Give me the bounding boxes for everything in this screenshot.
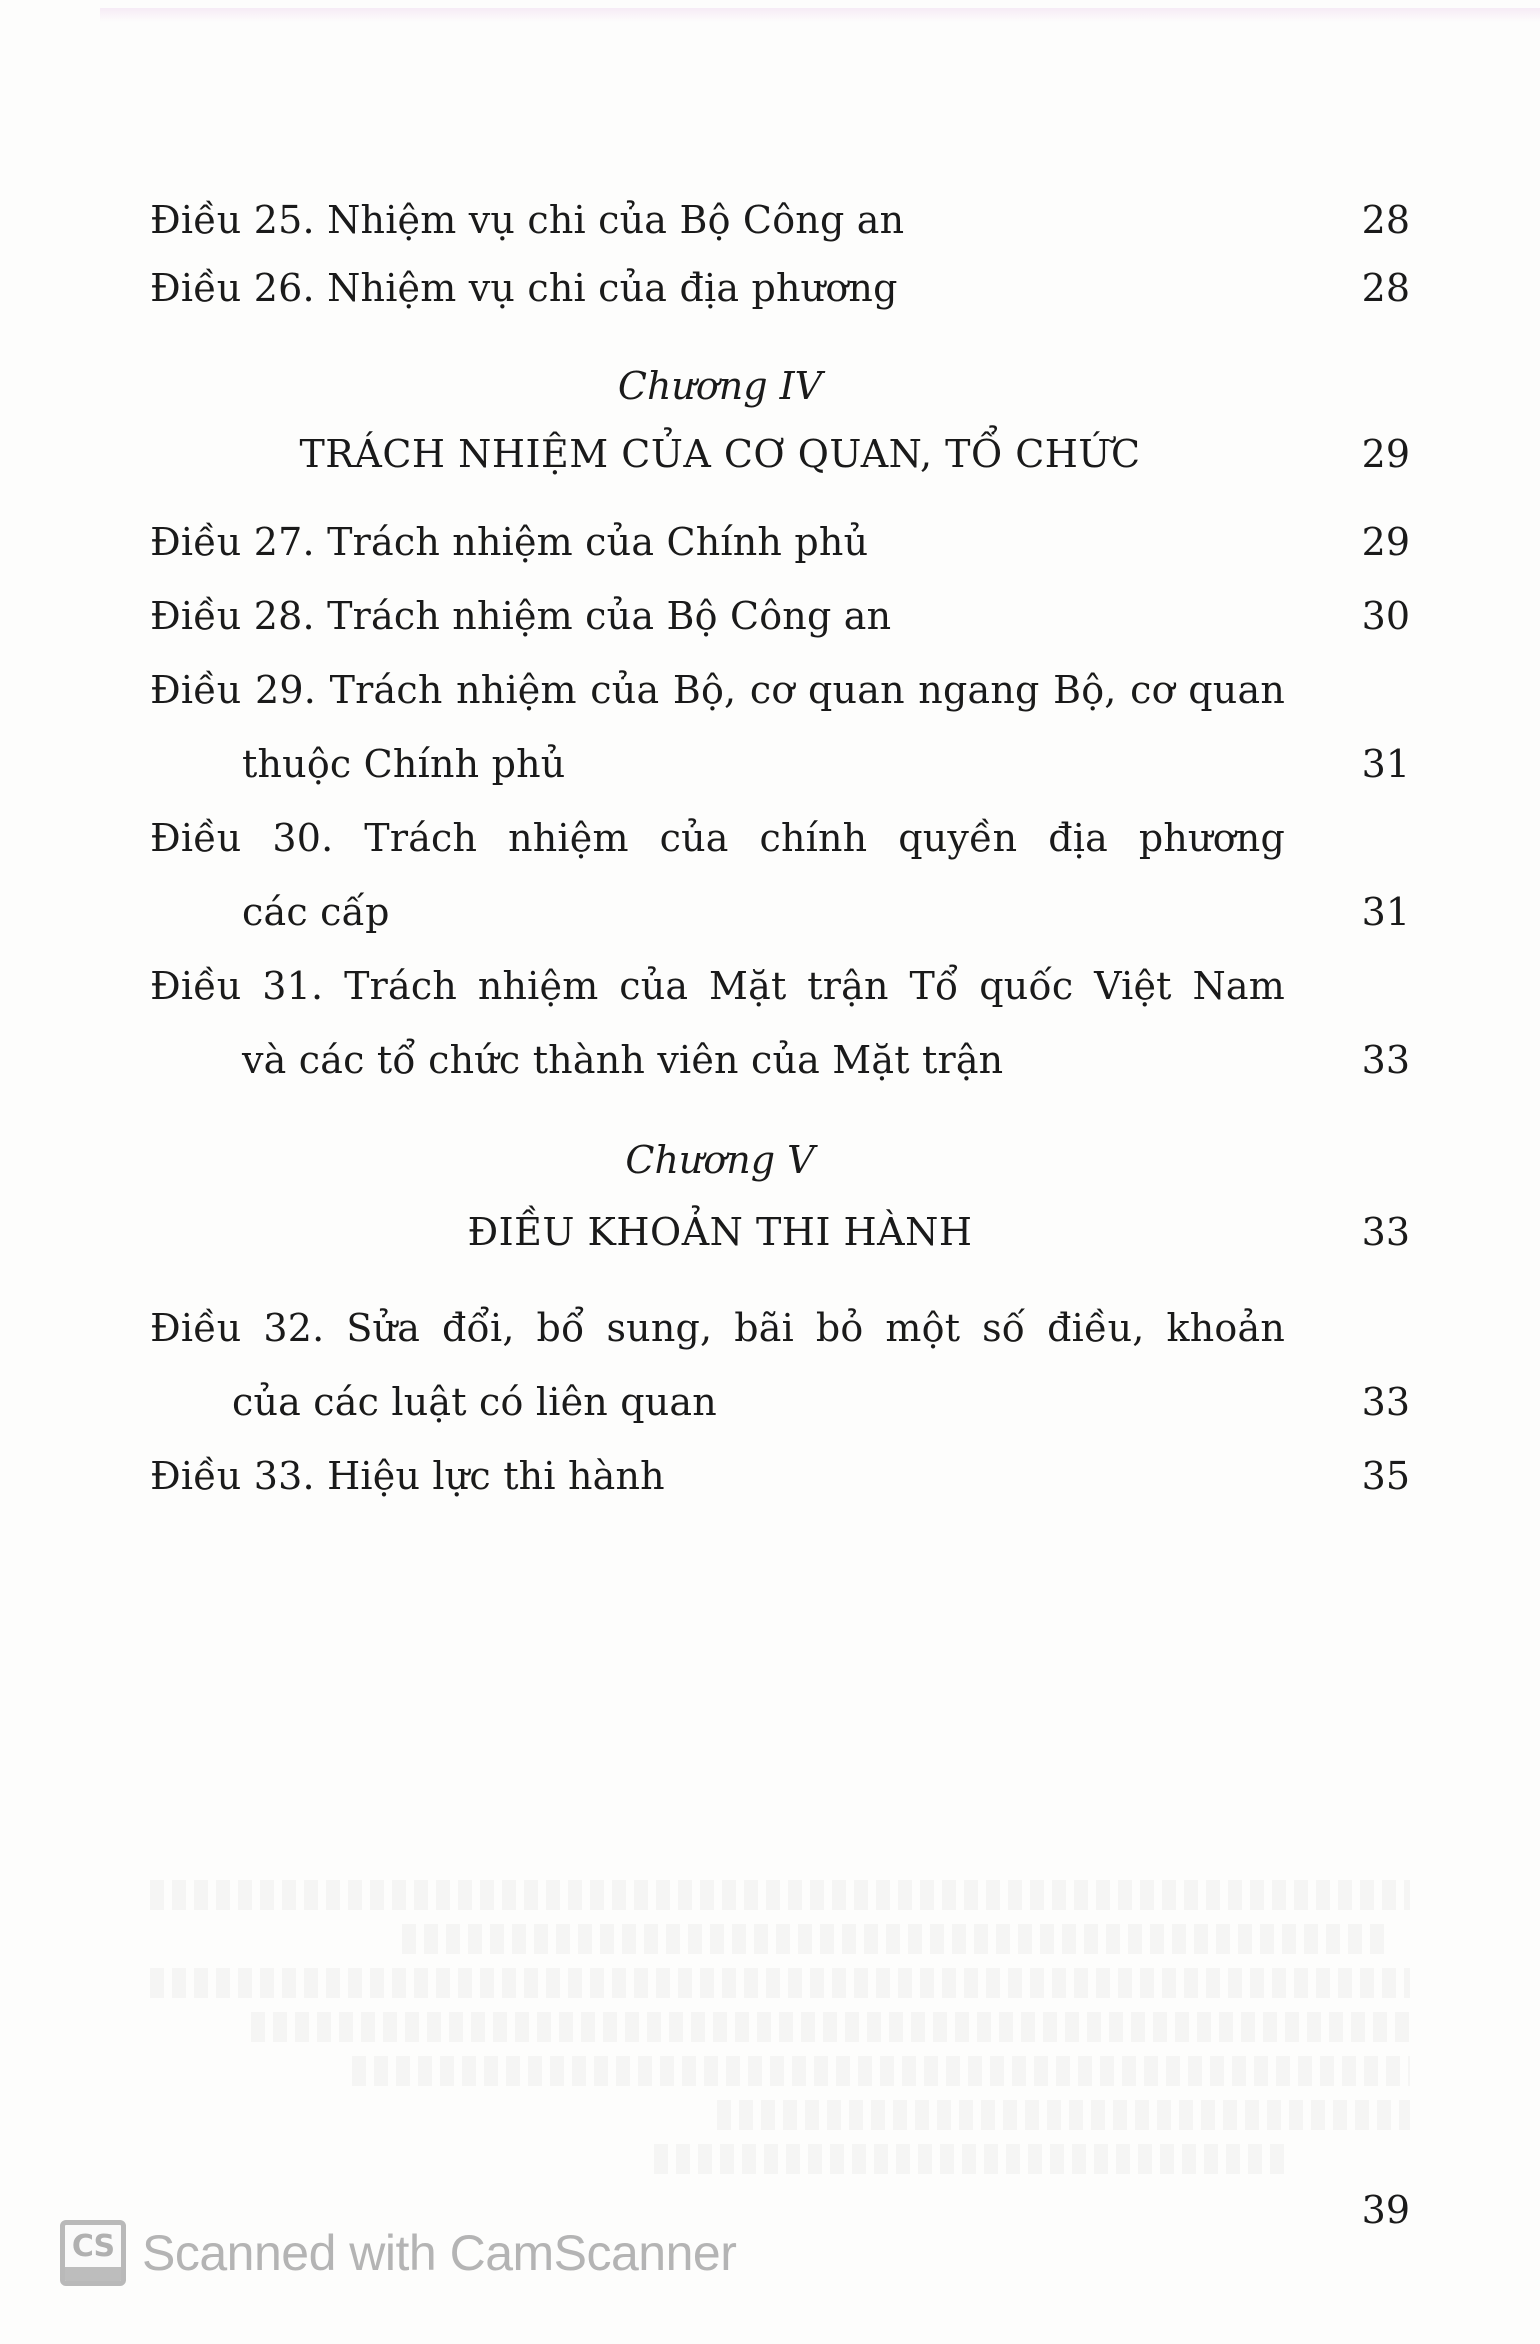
toc-entry-title: Điều 31. Trách nhiệm của Mặt trận Tổ quốc Việt Nam: [150, 964, 1285, 1008]
camscanner-watermark: [60, 2218, 736, 2288]
chapter-4-label: Chương IV: [617, 364, 823, 408]
camscanner-logo-text: CS: [71, 2229, 115, 2264]
toc-entry-title: Điều 25. Nhiệm vụ chi của Bộ Công an: [150, 198, 905, 242]
camscanner-watermark-text: Scanned with CamScanner: [142, 2225, 737, 2281]
toc-entry-title-continued: và các tổ chức thành viên của Mặt trận: [242, 1038, 1004, 1082]
toc-entry-page: 28: [1361, 198, 1410, 242]
toc-entry-title: Điều 28. Trách nhiệm của Bộ Công an: [150, 594, 892, 638]
toc-entry-dieu-29-line1: [150, 660, 1410, 720]
scan-edge-tint: [100, 8, 1540, 22]
toc-entry-page: 31: [1361, 890, 1410, 934]
toc-entry-page: 33: [1361, 1038, 1410, 1082]
chapter-5-title: ĐIỀU KHOẢN THI HÀNH: [467, 1210, 973, 1254]
toc-entry-title-continued: thuộc Chính phủ: [242, 742, 566, 786]
toc-entry-title: Điều 27. Trách nhiệm của Chính phủ: [150, 520, 869, 564]
toc-entry-title: Điều 26. Nhiệm vụ chi của địa phương: [150, 266, 898, 310]
toc-entry-page: 35: [1361, 1454, 1410, 1498]
chapter-5-page: 33: [1361, 1210, 1410, 1254]
reverse-side-bleed-through: [150, 1880, 1410, 2188]
camscanner-logo-bar: [65, 2267, 121, 2281]
toc-entry-title: Điều 30. Trách nhiệm của chính quyền địa phương: [150, 816, 1285, 860]
toc-entry-title: Điều 29. Trách nhiệm của Bộ, cơ quan ngang Bộ, cơ quan: [150, 668, 1285, 712]
page-number: 39: [1361, 2188, 1410, 2232]
toc-entry-page: 28: [1361, 266, 1410, 310]
toc-entry-dieu-28: [150, 586, 1410, 646]
toc-entry-dieu-27: [150, 512, 1410, 572]
toc-entry-dieu-32-line2: [150, 1372, 1410, 1432]
toc-entry-dieu-26: [150, 258, 1410, 318]
toc-entry-dieu-30-line1: [150, 808, 1410, 868]
chapter-4-page: 29: [1361, 432, 1410, 476]
toc-entry-dieu-31-line2: [150, 1030, 1410, 1090]
toc-entry-dieu-31-line1: [150, 956, 1410, 1016]
toc-entry-title: Điều 33. Hiệu lực thi hành: [150, 1454, 665, 1498]
toc-entry-title-continued: của các luật có liên quan: [232, 1380, 717, 1424]
toc-entry-title: Điều 32. Sửa đổi, bổ sung, bãi bỏ một số điều, khoản: [150, 1306, 1285, 1350]
chapter-4-title: TRÁCH NHIỆM CỦA CƠ QUAN, TỔ CHỨC: [299, 432, 1141, 476]
toc-entry-dieu-33: [150, 1446, 1410, 1506]
toc-entry-dieu-25: [150, 190, 1410, 250]
toc-entry-page: 30: [1361, 594, 1410, 638]
chapter-5-label: Chương V: [625, 1138, 815, 1182]
toc-entry-page: 29: [1361, 520, 1410, 564]
toc-entry-title-continued: các cấp: [242, 890, 390, 934]
toc-entry-dieu-29-line2: [150, 734, 1410, 794]
camscanner-logo-icon: [60, 2220, 126, 2286]
toc-entry-dieu-32-line1: [150, 1298, 1410, 1358]
toc-entry-page: 33: [1361, 1380, 1410, 1424]
toc-entry-dieu-30-line2: [150, 882, 1410, 942]
toc-entry-page: 31: [1361, 742, 1410, 786]
